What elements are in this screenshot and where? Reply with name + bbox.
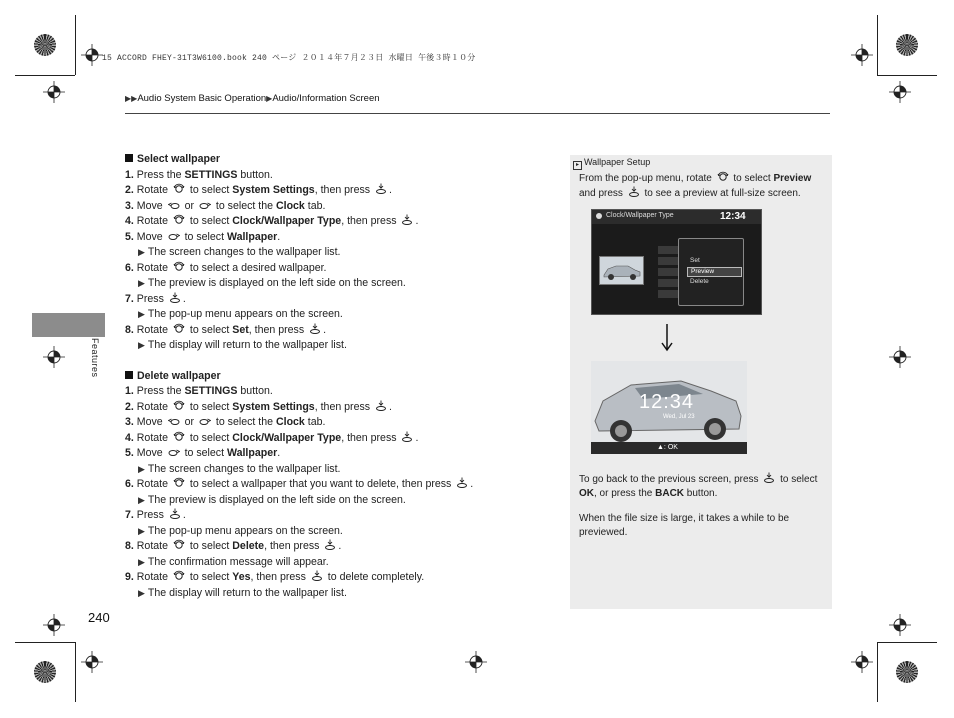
text-run: , then press bbox=[341, 215, 400, 227]
dial-icon bbox=[173, 323, 185, 335]
text-run: The pop-up menu appears on the screen. bbox=[147, 308, 343, 320]
text-run: tab. bbox=[304, 199, 326, 212]
dial-icon bbox=[173, 214, 185, 226]
registration-rosette-icon bbox=[34, 661, 56, 683]
move-left-icon bbox=[168, 415, 180, 427]
result-arrow-icon: ▶ bbox=[138, 463, 145, 474]
text-run: Move bbox=[136, 416, 166, 428]
dial-icon bbox=[173, 183, 185, 195]
text-run: to select bbox=[186, 431, 233, 444]
text-run: to select a desired wallpaper. bbox=[186, 261, 327, 274]
step-result bbox=[125, 555, 545, 571]
press-icon bbox=[169, 508, 181, 520]
registration-crosshair-icon bbox=[851, 44, 873, 66]
text-run: When the file size is large, it takes a while to be previewed. bbox=[579, 513, 790, 538]
breadcrumb bbox=[125, 93, 380, 104]
text-run: . bbox=[470, 478, 474, 490]
text-run: . bbox=[277, 230, 281, 243]
dial-icon bbox=[173, 400, 185, 412]
text-run: to select bbox=[186, 215, 233, 227]
bold-term: System Settings bbox=[232, 400, 315, 413]
step-result bbox=[125, 493, 545, 509]
registration-crosshair-icon bbox=[465, 651, 487, 673]
press-icon bbox=[309, 323, 321, 335]
press-icon bbox=[324, 539, 336, 551]
preview-clock: 12:34 bbox=[639, 391, 695, 413]
step-item bbox=[125, 431, 545, 447]
step-number: 5. bbox=[125, 447, 137, 459]
text-run: Press bbox=[136, 509, 167, 521]
text-run: to select a wallpaper that you want to delete, then press bbox=[186, 478, 455, 490]
move-left-icon bbox=[168, 199, 180, 211]
registration-crosshair-icon bbox=[889, 81, 911, 103]
text-run: to select the bbox=[212, 416, 276, 428]
text-run: The screen changes to the wallpaper list. bbox=[147, 462, 341, 475]
double-arrow-icon: ▶▶ bbox=[125, 94, 138, 103]
text-run: Rotate bbox=[136, 261, 171, 274]
text-run: . bbox=[182, 509, 186, 521]
bold-term: SETTINGS bbox=[184, 168, 238, 181]
text-run: and press bbox=[579, 188, 626, 199]
header-rule bbox=[125, 113, 830, 114]
step-number: 6. bbox=[125, 478, 137, 490]
bold-term: Wallpaper bbox=[226, 230, 278, 243]
result-arrow-icon: ▶ bbox=[138, 278, 145, 288]
main-instructions bbox=[125, 152, 545, 601]
bold-term: Clock/Wallpaper Type bbox=[232, 431, 342, 444]
press-icon bbox=[401, 214, 413, 226]
text-run: to delete completely. bbox=[324, 571, 425, 583]
step-number: 8. bbox=[125, 323, 137, 336]
screen-title: Clock/Wallpaper Type bbox=[606, 212, 674, 219]
registration-rosette-icon bbox=[896, 34, 918, 56]
text-run: . bbox=[323, 323, 327, 336]
dial-icon bbox=[173, 570, 185, 582]
step-number: 2. bbox=[125, 400, 137, 413]
dial-icon bbox=[173, 431, 185, 443]
chapter-label: Features bbox=[90, 338, 100, 378]
text-run: to select bbox=[186, 184, 233, 196]
text-run: The pop-up menu appears on the screen. bbox=[147, 524, 343, 537]
bold-term: System Settings bbox=[232, 184, 315, 196]
step-number: 1. bbox=[125, 168, 137, 181]
step-number: 4. bbox=[125, 431, 137, 444]
bold-term: BACK bbox=[655, 488, 685, 499]
text-run: , then press bbox=[314, 400, 374, 413]
text-run: , then press bbox=[314, 184, 374, 196]
bold-term: Set bbox=[232, 323, 249, 336]
sidebar-paragraph bbox=[579, 512, 824, 540]
screen-clock: 12:34 bbox=[720, 211, 746, 222]
text-run: button. bbox=[237, 385, 273, 397]
text-run: to select bbox=[181, 447, 227, 459]
registration-crosshair-icon bbox=[43, 346, 65, 368]
text-run: . bbox=[415, 215, 419, 227]
step-number: 3. bbox=[125, 199, 137, 212]
text-run: to select bbox=[730, 173, 774, 184]
registration-crosshair-icon bbox=[851, 651, 873, 673]
result-arrow-icon: ▶ bbox=[138, 525, 145, 536]
bold-term: Clock/Wallpaper Type bbox=[232, 215, 342, 227]
dial-icon bbox=[173, 539, 185, 551]
step-item bbox=[125, 446, 545, 462]
text-run: The preview is displayed on the left side on the screen. bbox=[147, 493, 406, 506]
sidebar-paragraph bbox=[579, 171, 824, 201]
bold-term: Wallpaper bbox=[226, 447, 278, 459]
bold-term: Preview bbox=[773, 173, 812, 184]
popup-item-preview[interactable]: Preview bbox=[687, 267, 742, 277]
dial-icon bbox=[173, 477, 185, 489]
press-icon: ▲: bbox=[657, 444, 668, 451]
move-right-icon bbox=[199, 415, 211, 427]
move-right-icon bbox=[168, 446, 180, 458]
text-run: Rotate bbox=[136, 323, 171, 336]
result-arrow-icon: ▶ bbox=[138, 587, 145, 598]
step-item bbox=[125, 415, 545, 431]
registration-rosette-icon bbox=[896, 661, 918, 683]
press-icon bbox=[169, 292, 181, 304]
press-icon bbox=[456, 477, 468, 489]
text-run: Rotate bbox=[136, 540, 171, 552]
text-run: . bbox=[415, 431, 419, 444]
section-heading: Delete wallpaper bbox=[125, 369, 545, 385]
text-run: , or press the bbox=[594, 488, 656, 499]
result-arrow-icon: ▶ bbox=[138, 494, 145, 505]
bold-term: Delete bbox=[232, 540, 265, 552]
dial-icon bbox=[173, 261, 185, 273]
step-number: 6. bbox=[125, 261, 137, 274]
step-item bbox=[125, 292, 545, 308]
text-run: . bbox=[389, 184, 392, 196]
step-item bbox=[125, 323, 545, 339]
text-run: Rotate bbox=[136, 571, 171, 583]
text-run: Move bbox=[136, 199, 166, 212]
text-run: Rotate bbox=[136, 400, 171, 413]
popup-item-delete[interactable]: Delete bbox=[690, 278, 709, 285]
step-item bbox=[125, 214, 545, 230]
registration-crosshair-icon bbox=[81, 44, 103, 66]
text-run: or bbox=[181, 199, 197, 212]
text-run: The display will return to the wallpaper list. bbox=[147, 586, 347, 599]
text-run: From the pop-up menu, rotate bbox=[579, 173, 715, 184]
press-icon bbox=[375, 183, 387, 195]
text-run: . bbox=[182, 292, 186, 305]
text-run: , then press bbox=[341, 431, 400, 444]
bold-term: Clock bbox=[275, 416, 305, 428]
step-number: 3. bbox=[125, 416, 137, 428]
move-right-icon bbox=[168, 230, 180, 242]
registration-crosshair-icon bbox=[43, 614, 65, 636]
bold-term: SETTINGS bbox=[184, 385, 238, 397]
registration-crosshair-icon bbox=[81, 651, 103, 673]
note-marker-icon: ▸ bbox=[573, 161, 582, 170]
step-item bbox=[125, 539, 545, 555]
text-run: or bbox=[181, 416, 197, 428]
result-arrow-icon: ▶ bbox=[138, 247, 145, 257]
dial-icon bbox=[717, 171, 729, 183]
screenshot-popup-menu bbox=[591, 209, 762, 315]
sidebar-title: ▸ Wallpaper Setup bbox=[573, 157, 650, 170]
result-arrow-icon: ▶ bbox=[138, 556, 145, 567]
text-run: to select bbox=[186, 571, 233, 583]
step-result bbox=[125, 524, 545, 540]
text-run: to select bbox=[181, 230, 227, 243]
text-run: Rotate bbox=[136, 431, 171, 444]
step-item bbox=[125, 168, 545, 184]
text-run: Press bbox=[136, 292, 167, 305]
sidebar-note bbox=[570, 155, 832, 609]
preview-date: Wed, Jul 23 bbox=[663, 414, 695, 420]
bold-term: Yes bbox=[232, 571, 251, 583]
step-result bbox=[125, 307, 545, 323]
text-run: Rotate bbox=[136, 478, 171, 490]
text-run: , then press bbox=[248, 323, 308, 336]
text-run: Rotate bbox=[136, 215, 171, 227]
text-run: to see a preview at full-size screen. bbox=[641, 188, 801, 199]
bold-term: Clock bbox=[275, 199, 305, 212]
text-run: The confirmation message will appear. bbox=[147, 555, 329, 568]
step-item bbox=[125, 384, 545, 400]
text-run: , then press bbox=[250, 571, 309, 583]
step-number: 2. bbox=[125, 184, 137, 196]
text-run: Rotate bbox=[136, 184, 171, 196]
step-item bbox=[125, 261, 545, 277]
setting-icon bbox=[596, 213, 602, 219]
popup-item-set[interactable]: Set bbox=[690, 257, 700, 264]
text-run: button. bbox=[684, 488, 718, 499]
text-run: to select bbox=[186, 540, 233, 552]
screenshot-preview bbox=[591, 361, 747, 454]
step-item bbox=[125, 183, 545, 199]
arrow-icon: ▶ bbox=[266, 94, 273, 103]
step-result bbox=[125, 338, 545, 354]
step-item bbox=[125, 230, 545, 246]
text-run: Move bbox=[136, 447, 166, 459]
step-item bbox=[125, 477, 545, 493]
text-run: . bbox=[389, 400, 392, 413]
bold-term: OK bbox=[579, 488, 594, 499]
text-run: to select bbox=[186, 400, 233, 413]
step-number: 1. bbox=[125, 385, 137, 397]
step-item bbox=[125, 199, 545, 215]
breadcrumb-part2[interactable]: Audio/Information Screen bbox=[272, 93, 380, 104]
wallpaper-list bbox=[658, 246, 678, 306]
move-right-icon bbox=[199, 199, 211, 211]
press-icon bbox=[763, 472, 775, 484]
step-number: 9. bbox=[125, 571, 137, 583]
press-icon bbox=[311, 570, 323, 582]
registration-crosshair-icon bbox=[889, 346, 911, 368]
text-run: Press the bbox=[136, 385, 185, 397]
press-icon bbox=[375, 400, 387, 412]
breadcrumb-part1[interactable]: Audio System Basic Operation bbox=[137, 93, 267, 104]
step-number: 8. bbox=[125, 540, 137, 552]
registration-crosshair-icon bbox=[889, 614, 911, 636]
press-icon bbox=[628, 186, 640, 198]
file-header: 15 ACCORD FHEY-31T3W6100.book 240 ページ ２０１４年７月２３日 水曜日 午後３時１０分 bbox=[102, 54, 476, 63]
step-number: 5. bbox=[125, 230, 137, 243]
text-run: button. bbox=[237, 168, 273, 181]
text-run: The screen changes to the wallpaper list. bbox=[147, 246, 341, 258]
result-arrow-icon: ▶ bbox=[138, 340, 145, 350]
registration-crosshair-icon bbox=[43, 81, 65, 103]
text-run: . bbox=[277, 447, 281, 459]
text-run: Press the bbox=[136, 168, 185, 181]
text-run: To go back to the previous screen, press bbox=[579, 474, 762, 485]
text-run: Move bbox=[136, 230, 166, 243]
step-result bbox=[125, 276, 545, 292]
chapter-tab bbox=[32, 313, 105, 337]
step-number: 7. bbox=[125, 509, 137, 521]
step-number: 4. bbox=[125, 215, 137, 227]
text-run: The preview is displayed on the left side on the screen. bbox=[147, 277, 406, 289]
step-number: 7. bbox=[125, 292, 137, 305]
text-run: . bbox=[338, 540, 342, 552]
registration-rosette-icon bbox=[34, 34, 56, 56]
sidebar-paragraph bbox=[579, 472, 824, 501]
text-run: tab. bbox=[304, 416, 326, 428]
step-result bbox=[125, 462, 545, 478]
step-item bbox=[125, 570, 545, 586]
result-arrow-icon: ▶ bbox=[138, 309, 145, 319]
step-item bbox=[125, 508, 545, 524]
page-number: 240 bbox=[88, 610, 110, 625]
step-result bbox=[125, 586, 545, 602]
preview-ok-button[interactable]: ▲: OK bbox=[657, 444, 678, 451]
delete-steps bbox=[125, 384, 545, 601]
text-run: to select the bbox=[212, 199, 276, 212]
section-heading: Select wallpaper bbox=[125, 152, 545, 168]
down-arrow-icon bbox=[660, 324, 674, 357]
car-thumbnail bbox=[599, 256, 644, 285]
text-run: to select bbox=[186, 323, 233, 336]
select-steps bbox=[125, 168, 545, 354]
popup-menu bbox=[678, 238, 744, 306]
step-item bbox=[125, 400, 545, 416]
press-icon bbox=[401, 431, 413, 443]
step-result bbox=[125, 245, 545, 261]
text-run: to select bbox=[777, 474, 818, 485]
text-run: , then press bbox=[264, 540, 323, 552]
text-run: The display will return to the wallpaper list. bbox=[147, 339, 347, 351]
